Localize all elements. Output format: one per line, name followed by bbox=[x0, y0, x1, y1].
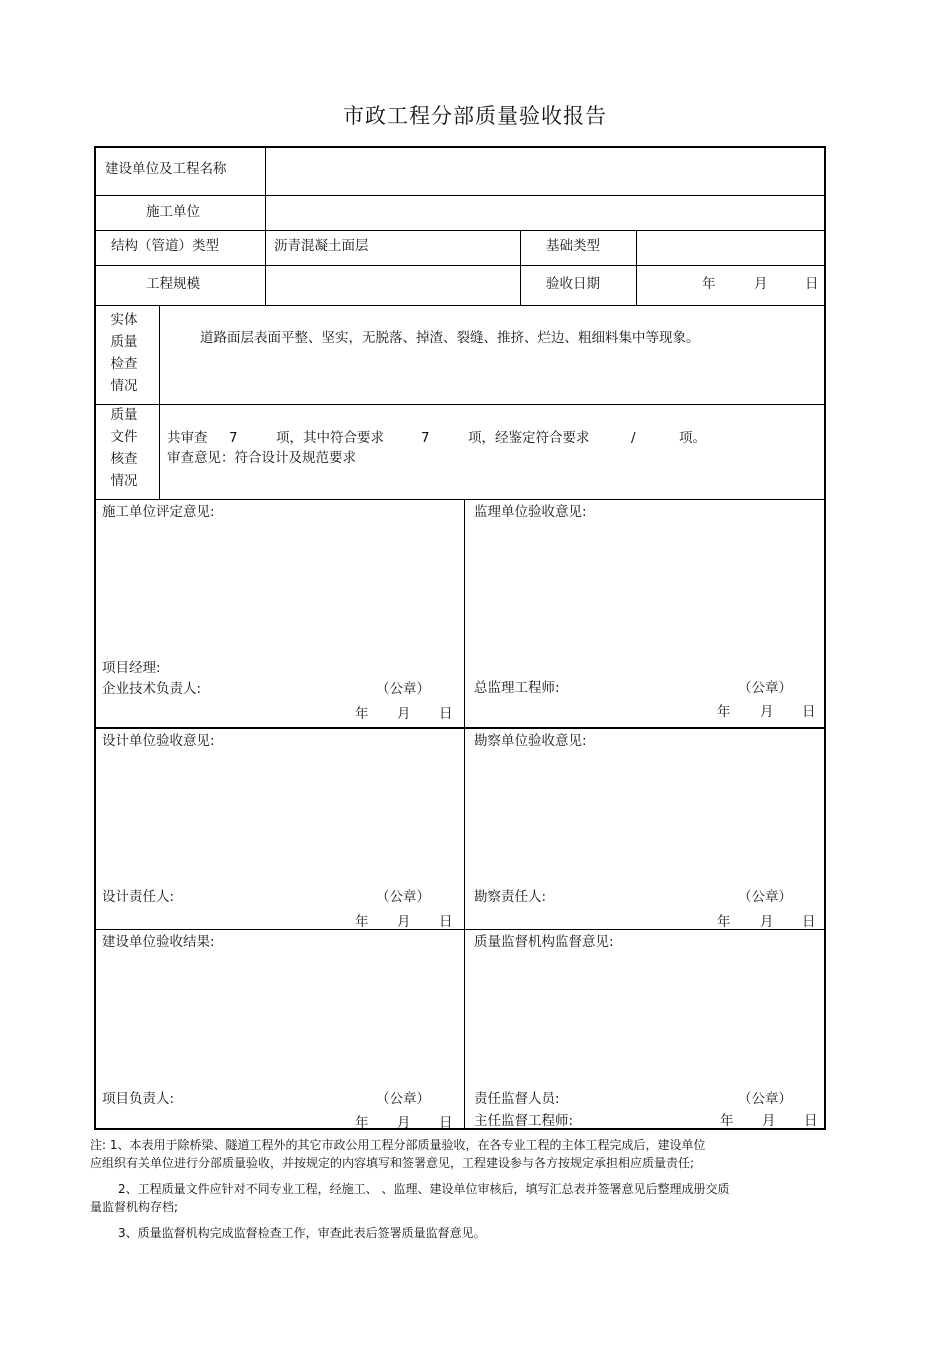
supervision-month: 月 bbox=[760, 704, 774, 720]
design-day: 日 bbox=[439, 914, 453, 930]
chief-supervisor-label: 总监理工程师: bbox=[474, 680, 560, 696]
survey-year: 年 bbox=[717, 914, 731, 930]
contractor-label: 施工单位 bbox=[146, 204, 200, 220]
quality-supervision-day: 日 bbox=[804, 1113, 818, 1129]
scale-label: 工程规模 bbox=[146, 276, 200, 292]
survey-month: 月 bbox=[760, 914, 774, 930]
label-line: 质量 bbox=[110, 407, 138, 423]
review-compliant-count: 7 bbox=[421, 430, 430, 446]
survey-opinion-heading: 勘察单位验收意见: bbox=[474, 733, 587, 749]
owner-year: 年 bbox=[355, 1115, 369, 1131]
quality-supervision-month: 月 bbox=[762, 1113, 776, 1129]
owner-seal: （公章） bbox=[376, 1091, 430, 1107]
acceptance-date-year: 年 bbox=[702, 276, 716, 292]
owner-responsible-label: 项目负责人: bbox=[102, 1091, 175, 1107]
survey-seal: （公章） bbox=[738, 889, 792, 905]
supervision-opinion-heading: 监理单位验收意见: bbox=[474, 504, 587, 520]
label-line: 核查 bbox=[110, 451, 138, 467]
review-item-word-2: 项，经鉴定符合要求 bbox=[468, 430, 590, 446]
chief-inspector-label: 主任监督工程师: bbox=[474, 1113, 574, 1129]
note-line-4: 量监督机构存档; bbox=[90, 1200, 179, 1214]
review-total-count: 7 bbox=[229, 430, 238, 446]
owner-month: 月 bbox=[397, 1115, 411, 1131]
review-opinion: 审查意见：符合设计及规范要求 bbox=[167, 450, 356, 466]
label-line: 检查 bbox=[110, 356, 138, 372]
design-year: 年 bbox=[355, 914, 369, 930]
acceptance-date-month: 月 bbox=[754, 276, 768, 292]
contractor-month: 月 bbox=[397, 706, 411, 722]
label-line: 情况 bbox=[110, 378, 138, 394]
notes bbox=[90, 1136, 810, 1242]
tech-director-label: 企业技术负责人: bbox=[102, 681, 202, 697]
quality-supervision-seal: （公章） bbox=[738, 1091, 792, 1107]
survey-day: 日 bbox=[802, 914, 816, 930]
structure-type-value: 沥青混凝土面层 bbox=[274, 238, 369, 254]
review-total-prefix: 共审查 bbox=[167, 430, 208, 446]
contractor-year: 年 bbox=[355, 706, 369, 722]
contractor-day: 日 bbox=[439, 706, 453, 722]
document-review-label bbox=[109, 404, 139, 492]
label-line: 文件 bbox=[110, 429, 138, 445]
structure-type-label: 结构（管道）类型 bbox=[111, 238, 219, 254]
acceptance-date-label: 验收日期 bbox=[546, 276, 600, 292]
foundation-type-label: 基础类型 bbox=[546, 238, 600, 254]
review-appraised-count: / bbox=[631, 430, 636, 446]
design-responsible-label: 设计责任人: bbox=[102, 889, 175, 905]
supervision-year: 年 bbox=[717, 704, 731, 720]
note-line-5: 3、质量监督机构完成监督检查工作，审查此表后签署质量监督意见。 bbox=[118, 1226, 486, 1240]
review-item-word-3: 项。 bbox=[679, 430, 706, 446]
owner-day: 日 bbox=[439, 1115, 453, 1131]
note-line-3: 2、工程质量文件应针对不同专业工程，经施工、 、监理、建设单位审核后，填写汇总表并签署意见后整理成册交质 bbox=[118, 1182, 730, 1196]
label-line: 质量 bbox=[110, 334, 138, 350]
design-opinion-heading: 设计单位验收意见: bbox=[102, 733, 215, 749]
contractor-opinion-heading: 施工单位评定意见: bbox=[102, 504, 215, 520]
label-line: 情况 bbox=[110, 473, 138, 489]
project-manager-label: 项目经理: bbox=[102, 660, 161, 676]
note-line-2: 应组织有关单位进行分部质量验收，并按规定的内容填写和签署意见，工程建设参与各方按规定承担相应质量责任; bbox=[90, 1156, 695, 1170]
project-name-label: 建设单位及工程名称 bbox=[105, 161, 227, 177]
label-line: 实体 bbox=[110, 312, 138, 328]
report-table bbox=[94, 146, 826, 1130]
design-month: 月 bbox=[397, 914, 411, 930]
survey-responsible-label: 勘察责任人: bbox=[474, 889, 547, 905]
supervision-seal: （公章） bbox=[738, 680, 792, 696]
responsible-inspector-label: 责任监督人员: bbox=[474, 1091, 560, 1107]
review-item-word-1: 项，其中符合要求 bbox=[276, 430, 384, 446]
supervision-day: 日 bbox=[802, 704, 816, 720]
design-seal: （公章） bbox=[376, 889, 430, 905]
physical-inspection-label bbox=[109, 309, 139, 397]
contractor-seal: （公章） bbox=[376, 681, 430, 697]
owner-result-heading: 建设单位验收结果: bbox=[102, 934, 215, 950]
acceptance-date-day: 日 bbox=[805, 276, 819, 292]
quality-supervision-year: 年 bbox=[720, 1113, 734, 1129]
page-title: 市政工程分部质量验收报告 bbox=[343, 104, 607, 128]
physical-inspection-text: 道路面层表面平整、坚实，无脱落、掉渣、裂缝、推挤、烂边、粗细料集中等现象。 bbox=[200, 330, 700, 346]
note-line-1: 注: 1、本表用于除桥梁、隧道工程外的其它市政公用工程分部质量验收，在各专业工程的主体工程完成后，建设单位 bbox=[90, 1138, 706, 1152]
quality-supervision-heading: 质量监督机构监督意见: bbox=[474, 934, 614, 950]
